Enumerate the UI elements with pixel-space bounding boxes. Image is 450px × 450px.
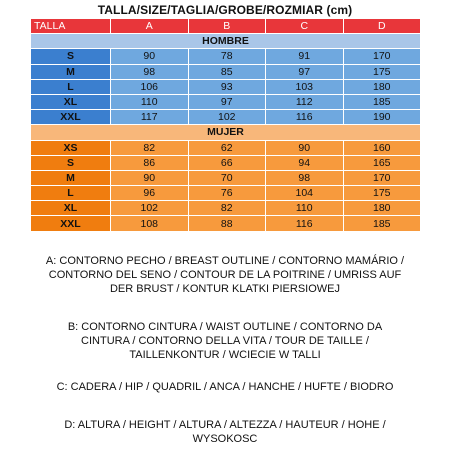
size-label: XL — [31, 94, 111, 109]
value-a: 102 — [111, 201, 189, 216]
table-row — [31, 155, 421, 170]
value-d: 180 — [343, 79, 421, 94]
value-a: 108 — [111, 216, 189, 231]
size-label: M — [31, 170, 111, 185]
value-a: 86 — [111, 155, 189, 170]
table-header-row — [31, 19, 421, 34]
section-header-mujer — [31, 125, 421, 140]
value-a: 90 — [111, 49, 189, 64]
legend-line: B: CONTORNO CINTURA / WAIST OUTLINE / CONTORNO DA — [67, 321, 383, 333]
table-row — [31, 201, 421, 216]
value-a: 106 — [111, 79, 189, 94]
value-c: 97 — [266, 64, 344, 79]
header-col-b: B — [188, 19, 266, 34]
section-header-hombre — [31, 34, 421, 49]
table-row — [31, 110, 421, 125]
size-label: L — [31, 79, 111, 94]
header-col-a: A — [111, 19, 189, 34]
legend-c-hip — [15, 380, 435, 394]
value-d: 180 — [343, 201, 421, 216]
value-b: 102 — [188, 110, 266, 125]
value-b: 88 — [188, 216, 266, 231]
size-label: XXL — [31, 216, 111, 231]
value-a: 98 — [111, 64, 189, 79]
size-label: S — [31, 49, 111, 64]
value-a: 82 — [111, 140, 189, 155]
header-col-c: C — [266, 19, 344, 34]
value-c: 94 — [266, 155, 344, 170]
value-b: 70 — [188, 170, 266, 185]
size-label: L — [31, 186, 111, 201]
legend-a-chest — [15, 254, 435, 296]
value-c: 90 — [266, 140, 344, 155]
value-d: 185 — [343, 216, 421, 231]
value-b: 82 — [188, 201, 266, 216]
value-d: 165 — [343, 155, 421, 170]
value-d: 175 — [343, 186, 421, 201]
header-col-d: D — [343, 19, 421, 34]
size-label: XS — [31, 140, 111, 155]
size-table — [30, 18, 421, 232]
value-a: 96 — [111, 186, 189, 201]
value-c: 98 — [266, 170, 344, 185]
legend-line: CONTORNO DEL SENO / CONTOUR DE LA POITRINE / UMRISS AUF — [48, 269, 402, 281]
value-d: 185 — [343, 94, 421, 109]
value-c: 112 — [266, 94, 344, 109]
value-d: 170 — [343, 49, 421, 64]
value-a: 110 — [111, 94, 189, 109]
size-label: XL — [31, 201, 111, 216]
value-c: 91 — [266, 49, 344, 64]
legend-line: A: CONTORNO PECHO / BREAST OUTLINE / CONTORNO MAMÁRIO / — [45, 255, 405, 267]
value-c: 116 — [266, 110, 344, 125]
value-c: 104 — [266, 186, 344, 201]
table-row — [31, 186, 421, 201]
value-b: 85 — [188, 64, 266, 79]
table-row — [31, 64, 421, 79]
table-row — [31, 79, 421, 94]
value-d: 190 — [343, 110, 421, 125]
value-c: 103 — [266, 79, 344, 94]
legend-line: WYSOKOSC — [192, 433, 258, 445]
value-b: 62 — [188, 140, 266, 155]
legend-line: TAILLENKONTUR / WCIECIE W TALLI — [129, 349, 321, 361]
value-b: 78 — [188, 49, 266, 64]
value-b: 93 — [188, 79, 266, 94]
section-label-hombre: HOMBRE — [31, 34, 421, 49]
section-label-mujer: MUJER — [31, 125, 421, 140]
chart-title: TALLA/SIZE/TAGLIA/GROBE/ROZMIAR (cm) — [97, 3, 353, 17]
legend-line: D: ALTURA / HEIGHT / ALTURA / ALTEZZA / HAUTEUR / HOHE / — [64, 419, 386, 431]
size-label: XXL — [31, 110, 111, 125]
value-a: 117 — [111, 110, 189, 125]
legend-d-height — [15, 418, 435, 446]
value-b: 97 — [188, 94, 266, 109]
table-row — [31, 216, 421, 231]
table-row — [31, 170, 421, 185]
value-d: 175 — [343, 64, 421, 79]
header-talla: TALLA — [31, 19, 111, 34]
size-label: S — [31, 155, 111, 170]
size-label: M — [31, 64, 111, 79]
value-a: 90 — [111, 170, 189, 185]
legend-b-waist — [15, 320, 435, 362]
legend-line: DER BRUST / KONTUR KLATKI PIERSIOWEJ — [109, 283, 341, 295]
value-d: 160 — [343, 140, 421, 155]
value-c: 110 — [266, 201, 344, 216]
value-b: 76 — [188, 186, 266, 201]
value-b: 66 — [188, 155, 266, 170]
value-d: 170 — [343, 170, 421, 185]
legend-line: CINTURA / CONTORNO DELLA VITA / TOUR DE TAILLE / — [81, 335, 369, 347]
table-row — [31, 94, 421, 109]
table-row — [31, 140, 421, 155]
table-row — [31, 49, 421, 64]
legend-line: C: CADERA / HIP / QUADRIL / ANCA / HANCHE / HUFTE / BIODRO — [56, 381, 394, 393]
value-c: 116 — [266, 216, 344, 231]
